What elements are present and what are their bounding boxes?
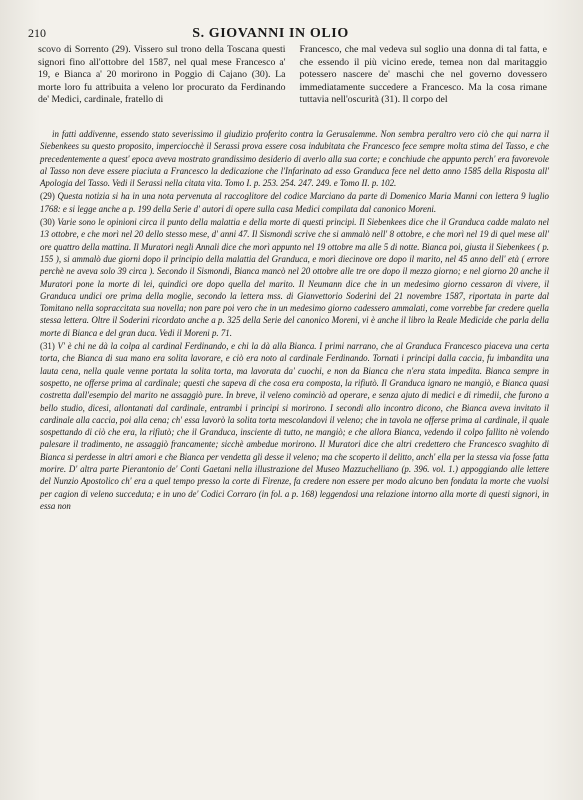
footnote-29 <box>40 190 549 215</box>
main-text <box>38 44 547 107</box>
footnote-continued <box>40 128 549 189</box>
footnote-marker: (30) <box>40 217 55 228</box>
footnotes <box>40 128 549 512</box>
running-head <box>28 26 543 42</box>
footnote-31 <box>40 340 549 512</box>
page-number: 210 <box>28 26 46 40</box>
footnote-text: in fatti addivenne, essendo stato severissimo il giudizio proferito contra la Gerusalemme. Non sembra peraltro vero ciò che qui narra il Siebenkees su questo proposito, imperciocchè il Serassi prova essere cosa indubitata che Francesco fece sempre molta stima del Tasso, e che precedentemente a quest' epoca aveva mostrato grandissimo desiderio di averlo alla sua corte; e conchiude che appunto perch' era favorevole al Tasso non deve essere piaciuta a Francesco la dedicazione che l'Infarinato ad esso Granduca fece nel detto anno 1585 della Risposta all' Apologia del Tasso. Vedi il Serassi nella citata vita. Tomo I. p. 253. 254. 247. 249. e Tomo II. p. 102. <box>40 128 549 189</box>
right-column <box>300 44 548 107</box>
footnote-30 <box>40 216 549 339</box>
footnote-text: Questa notizia si ha in una nota pervenuta al raccoglitore del codice Marciano da parte di Domenico Maria Manni con lettera 9 luglio 1768: e si legge anche a p. 199 della Serie d' autori di opere sulla casa Medici compilata dal canonico Moreni. <box>40 191 549 214</box>
footnote-marker: (29) <box>40 191 55 202</box>
footnote-text: Varie sono le opinioni circa il punto della malattia e della morte di questi principi. Il Siebenkees dice che il Granduca cadde malato nel 13 ottobre, e che morì nel 20 dello stesso mese, d' anni 47. Il Sismondi scrive che si ammalò nell' 8 ottobre, e che morì nel 19 di quel mese all' ore quattro della mattina. Il Muratori negli Annali dice che morì appunto nel 19 ottobre ma alle 5 di notte. Bianca poi, giusta il Siebenkees ( p. 155 ), si ammalò due giorni dopo il principio della malattia del Granduca, e morì diecinove ore dopo il marito, nel 45 anno dell' età ( errore perchè ne aveva solo 39 circa ). Secondo il Sismondi, Bianca mancò nel 20 ottobre alle tre ore dopo il mezzo giorno; e nel giorno 20 anche il Muratori pone la morte di lei, quindici ore dopo quella del marito. Il Neumann dice che in un medesimo giorno cessaron di vivere, il Granduca undici ore prima della moglie, secondo la lettera mss. di Gianvettorio Soderini del 21 novembre 1587, riportata in parte dal Tomitano nella sopraccitata sua novella; non pare poi vero che in un medesimo giorno cadessero ammalati, come vorrebbe far credere quella stessa lettera. Oltre il Soderini ricordato anche a p. 325 della Serie del canonico Moreni, vi è anche il libro la Reale Medicide che parla della morte di Bianca e del gran duca. Vedi il Moreni p. 71. <box>40 217 549 338</box>
running-title: S. GIOVANNI IN OLIO <box>192 26 349 41</box>
right-column-text: Francesco, che mal vedeva sul soglio una donna di tal fatta, e che essendo il più vicino erede, temea non dal maritaggio potessero nascere de' maschi che nel governo dovessero immediatamente succedere a Francesco. Ma la cosa rimane tuttavia nell'oscurità (31). Il corpo del <box>299 44 547 106</box>
left-column <box>38 44 286 107</box>
left-column-text: scovo di Sorrento (29). Vissero sul trono della Toscana questi signori fino all'ottobre del 1587, nel qual mese Francesco a' 19, e Bianca a' 20 morirono in Poggio di Cajano (30). La morte loro fu attribuita a veleno lor procurato da Ferdinando de' Medici, cardinale, fratello di <box>38 44 286 106</box>
footnote-text: V' è chi ne dà la colpa al cardinal Ferdinando, e chi la dà alla Bianca. I primi narrano, che al Granduca Francesco piaceva una certa torta, che Bianca di sua mano era solita lavorare, e ciò era noto al cardinale Ferdinando. Tornati i principi dalla caccia, fu imbandita una lauta cena, nella quale venne portata la solita torta, ma lavorata da' cuochi, e non da Bianca che n'era stata impedita. Bianca sempre in sospetto, ne offerse prima al cardinale; questi che sapeva di che cosa era composta, la rifiutò. Il Granduca ignaro ne mangiò, e Bianca quasi costretta dall'esempio del marito ne assaggiò pure. In breve, il veleno cominciò ad operare, e senza ajuto di medici e di rimedii, che furono a bello studio, dicesi, allontanati dal cardinale, entrambi i principi si morirono. I secondi allo incontro dicono, che Bianca aveva invitato il cardinale alla caccia, poi alla cena; ch' essa lavorò la solita torta mescolandovi il veleno; che in tavola ne offerse prima al cardinale, il quale sospettando di ciò che era, la rifiutò; che il Granduca, insciente di tutto, ne mangiò; e che allora Bianca, vedendo il colpo fallito nè volendo palesare il tradimento, ne assaggiò francamente; sicchè ambedue morirono. Il Muratori dice che altri credettero che Francesco svaghito di Bianca si perdesse in altri amori e che Bianca per vendetta gli desse il veleno; ma che scoperto il delitto, anch' ella per la stessa via fosse fatta morire. D' altra parte Pierantonio de' Conti Gaetani nella illustrazione del Museo Mazzuchelliano (p. 396. vol. 1.) appoggiando alle lettere del Nunzio Apostolico ch' era a quel tempo presso la corte di Firenze, fa credere non essere per modo alcuno ben fondata la morte che vuolsi per cagion di veleno succeduta; e in uno de' Codici Corraro (in fol. a p. 168) leggendosi una relazione intorno alla morte di questi signori, in essa non <box>40 341 550 511</box>
footnote-marker: (31) <box>40 341 55 352</box>
